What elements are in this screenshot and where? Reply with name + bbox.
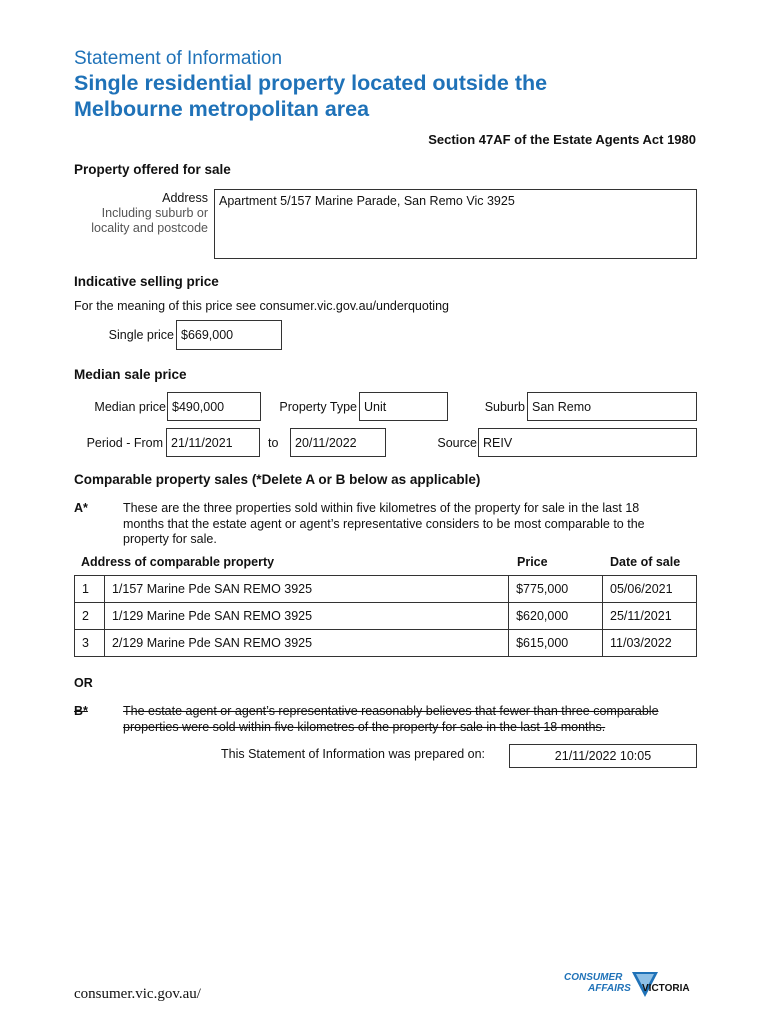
logo-word: VICTORIA <box>642 983 690 994</box>
footer-url[interactable]: consumer.vic.gov.au/ <box>74 986 201 1002</box>
option-b-line2: properties were sold within five kilometres of the property for sale in the last 18 months. <box>123 719 606 734</box>
comparable-table <box>74 575 697 657</box>
address-hint-2: locality and postcode <box>91 221 208 235</box>
page-title-line2: Melbourne metropolitan area <box>74 97 370 121</box>
address-label: Address <box>162 191 208 205</box>
row-number: 2 <box>75 603 105 630</box>
option-b-text <box>123 704 659 735</box>
page-title-line1: Single residential property located outside the <box>74 71 548 95</box>
col-header-address: Address of comparable property <box>81 555 275 569</box>
row-date[interactable]: 05/06/2021 <box>603 576 697 603</box>
or-label: OR <box>74 676 93 690</box>
row-date[interactable]: 11/03/2022 <box>603 630 697 657</box>
row-address[interactable]: 2/129 Marine Pde SAN REMO 3925 <box>104 630 508 657</box>
property-type-field[interactable]: Unit <box>359 392 448 421</box>
table-row <box>75 576 697 603</box>
source-label: Source <box>437 436 477 450</box>
median-heading: Median sale price <box>74 367 187 382</box>
logo-line2: AFFAIRS <box>588 983 631 994</box>
underquoting-note: For the meaning of this price see consumer.vic.gov.au/underquoting <box>74 299 449 313</box>
indicative-heading: Indicative selling price <box>74 274 219 289</box>
address-hint-1: Including suburb or <box>101 206 208 220</box>
logo-line1: CONSUMER <box>564 972 623 983</box>
consumer-affairs-victoria-logo <box>562 970 702 1000</box>
option-a-line3: property for sale. <box>123 532 217 546</box>
prepared-date-field[interactable]: 21/11/2022 10:05 <box>509 744 697 768</box>
row-price[interactable]: $620,000 <box>509 603 603 630</box>
pretitle: Statement of Information <box>74 48 283 69</box>
source-field[interactable]: REIV <box>478 428 697 457</box>
row-address[interactable]: 1/157 Marine Pde SAN REMO 3925 <box>104 576 508 603</box>
period-to-field[interactable]: 20/11/2022 <box>290 428 386 457</box>
suburb-field[interactable]: San Remo <box>527 392 697 421</box>
period-from-label: Period - From <box>86 436 163 450</box>
table-row <box>75 603 697 630</box>
single-price-label: Single price <box>108 328 174 342</box>
row-date[interactable]: 25/11/2021 <box>603 603 697 630</box>
section-reference: Section 47AF of the Estate Agents Act 1980 <box>428 132 696 147</box>
row-number: 1 <box>75 576 105 603</box>
to-label: to <box>268 436 279 450</box>
option-a-marker: A* <box>74 501 88 515</box>
row-address[interactable]: 1/129 Marine Pde SAN REMO 3925 <box>104 603 508 630</box>
option-b-marker: B* <box>74 704 88 718</box>
col-header-date: Date of sale <box>610 555 681 569</box>
comparable-heading: Comparable property sales (*Delete A or B below as applicable) <box>74 472 481 487</box>
row-price[interactable]: $615,000 <box>509 630 603 657</box>
single-price-field[interactable]: $669,000 <box>176 320 282 350</box>
period-from-field[interactable]: 21/11/2021 <box>166 428 260 457</box>
option-a-line2: months that the estate agent or agent’s representative considers to be most comparable to the <box>123 516 645 531</box>
suburb-label: Suburb <box>484 400 525 414</box>
median-price-field[interactable]: $490,000 <box>167 392 261 421</box>
address-field[interactable]: Apartment 5/157 Marine Parade, San Remo Vic 3925 <box>214 189 697 259</box>
median-price-label: Median price <box>94 400 166 414</box>
table-row <box>75 630 697 657</box>
option-b-line1: The estate agent or agent’s representative reasonably believes that fewer than three comparable <box>123 704 659 718</box>
option-a-line1: These are the three properties sold within five kilometres of the property for sale in the last 18 <box>123 501 640 515</box>
col-header-price: Price <box>517 555 548 569</box>
property-heading: Property offered for sale <box>74 162 231 177</box>
prepared-label: This Statement of Information was prepared on: <box>221 747 486 761</box>
row-number: 3 <box>75 630 105 657</box>
row-price[interactable]: $775,000 <box>509 576 603 603</box>
property-type-label: Property Type <box>279 400 357 414</box>
option-a-text <box>123 501 645 548</box>
